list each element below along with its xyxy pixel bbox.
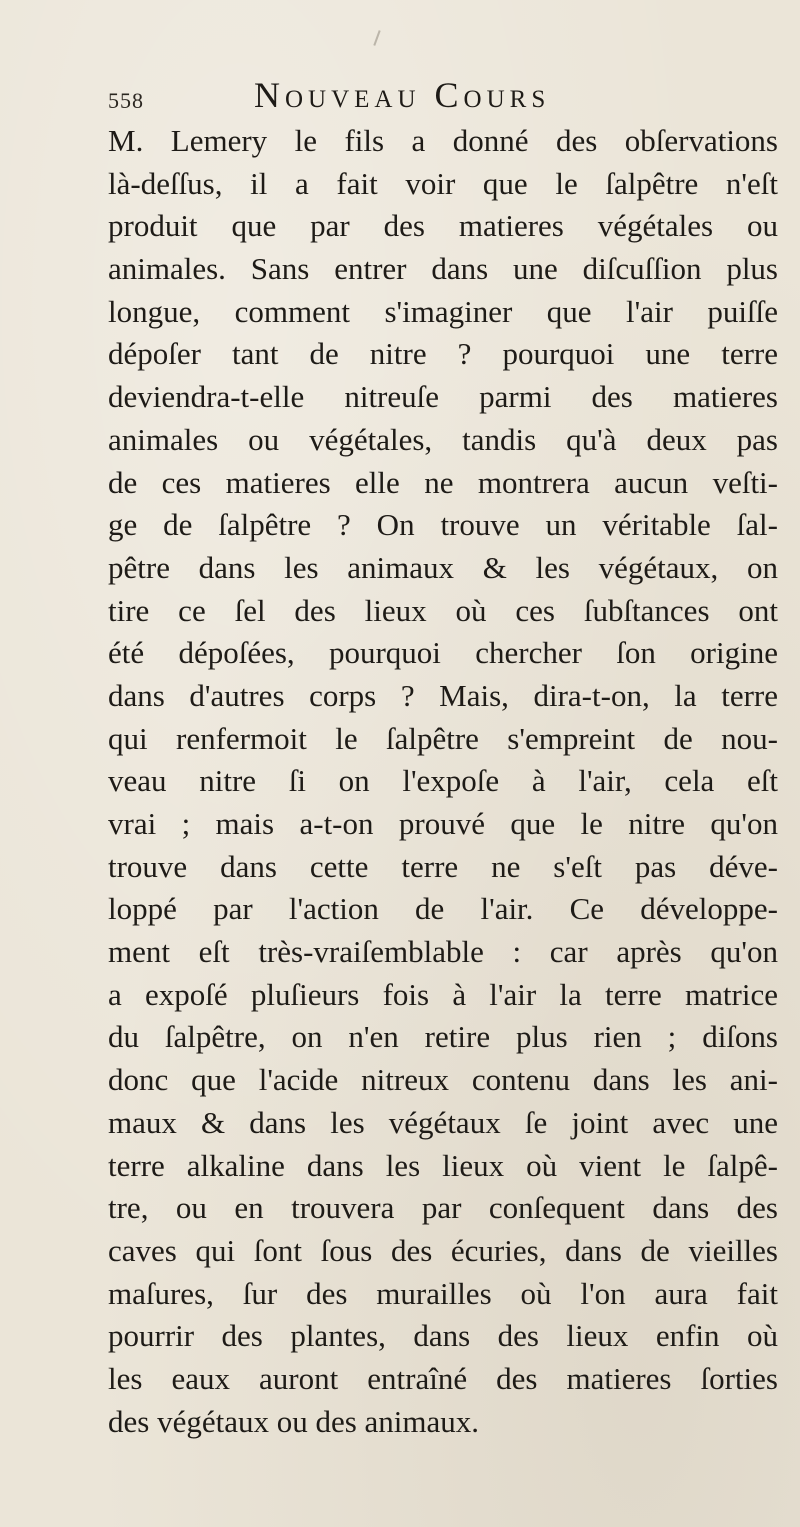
text-line: veau nitre ſi on l'expoſe à l'air, cela eſt [108,763,778,799]
text-line: pourrir des plantes, dans des lieux enfin où [108,1318,778,1354]
text-line: trouve dans cette terre ne s'eſt pas déve- [108,848,778,884]
text-line: vrai ; mais a-t-on prouvé que le nitre qu'on [108,806,778,841]
text-line: animales. Sans entrer dans une diſcuſſion plus [108,251,778,287]
text-line: pêtre dans les animaux & les végétaux, on [108,549,778,585]
text-line: longue, comment s'imaginer que l'air puiſſe [108,293,778,329]
text-line: été dépoſées, pourquoi chercher ſon origine [108,635,778,671]
text-line: là-deſſus, il a fait voir que le ſalpêtre n'eſt [108,165,778,201]
text-line: qui renfermoit le ſalpêtre s'empreint de nou- [108,720,778,756]
text-line: dépoſer tant de nitre ? pourquoi une terre [108,336,778,372]
text-line: ment eſt très-vraiſemblable : car après qu'on [108,934,778,970]
body-text [108,120,778,1443]
text-line: terre alkaline dans les lieux où vient le ſalpê- [108,1147,778,1183]
text-line: loppé par l'action de l'air. Ce développe- [108,891,778,927]
text-line: ge de ſalpêtre ? On trouve un véritable ſal- [108,507,778,543]
text-line: donc que l'acide nitreux contenu dans les ani- [108,1062,778,1098]
text-line: tire ce ſel des lieux où ces ſubſtances ont [108,592,778,628]
text-line: de ces matieres elle ne montrera aucun veſti- [108,464,778,500]
text-line: dans d'autres corps ? Mais, dira-t-on, la terre [108,677,778,713]
ink-mark [373,30,380,46]
text-line: du ſalpêtre, on n'en retire plus rien ; diſons [108,1019,778,1055]
text-line: M. Lemery le fils a donné des obſervations [108,123,778,158]
running-head: Nouveau Cours [254,75,551,115]
text-line: animales ou végétales, tandis qu'à deux pas [108,421,778,457]
text-line: caves qui ſont ſous des écuries, dans de vieilles [108,1232,778,1268]
text-line: maſures, ſur des murailles où l'on aura fait [108,1275,778,1311]
text-line: a expoſé pluſieurs fois à l'air la terre matrice [108,976,778,1012]
text-line: produit que par des matieres végétales ou [108,208,778,244]
text-line: maux & dans les végétaux ſe joint avec une [108,1104,778,1140]
text-line: tre, ou en trouvera par conſequent dans des [108,1190,778,1226]
page-number: 558 [108,88,144,113]
text-line: deviendra-t-elle nitreuſe parmi des matieres [108,379,778,415]
text-line: des végétaux ou des animaux. [108,1403,480,1439]
page-header [108,74,668,114]
text-line: les eaux auront entraîné des matieres ſorties [108,1360,778,1396]
